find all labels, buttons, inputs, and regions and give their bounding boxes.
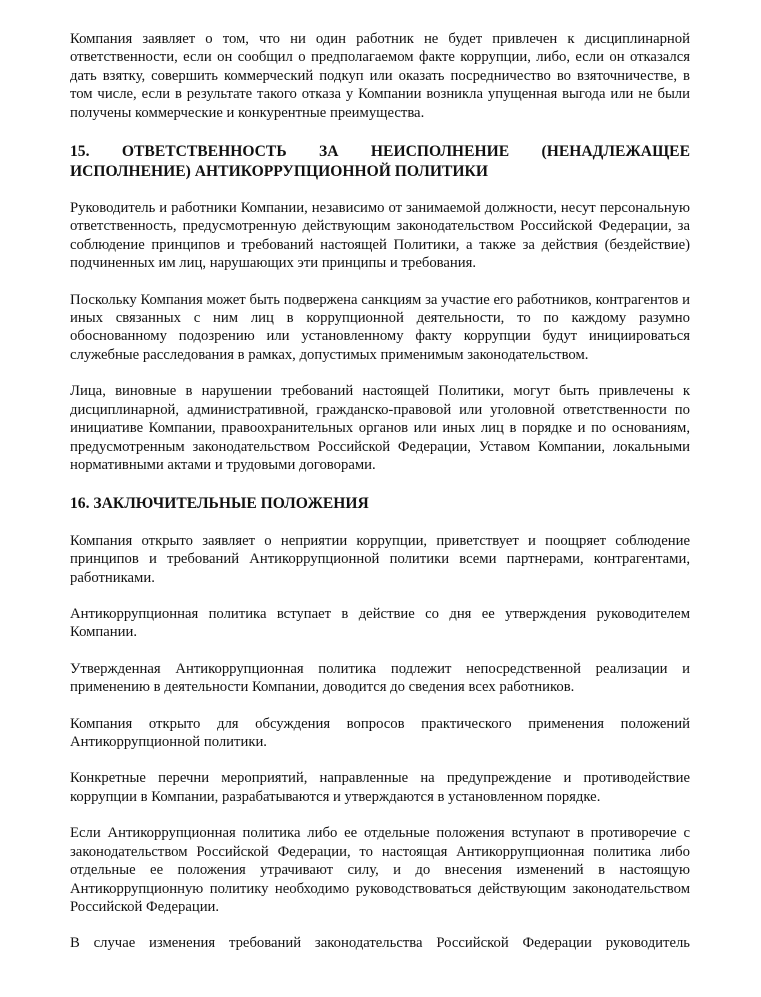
paragraph-truncated: В случае изменения требований законодательства Российской Федерации руководитель — [70, 935, 690, 952]
paragraph: Компания заявляет о том, что ни один работник не будет привлечен к дисциплинарной ответственности, если он сообщил о предполагаемом факте коррупции, либо, если он отказался дать взятку, совершить коммерческий подкуп или оказать посредничество во взяточничестве, в том числе, если в результате такого отказа у Компании возникла упущенная выгода или не были получены коммерческие и конкурентные преимущества. — [70, 31, 690, 121]
paragraph: Руководитель и работники Компании, независимо от занимаемой должности, несут персональную ответственность, предусмотренную действующим законодательством Российской Федерации, за соблюдение принципов и требований настоящей Политики, а также за действия (бездействие) подчиненных им лиц, нарушающих эти принципы и требования. — [70, 200, 690, 272]
paragraph: Компания открыто заявляет о неприятии коррупции, приветствует и поощряет соблюдение принципов и требований Антикоррупционной политики всеми партнерами, контрагентами, работниками. — [70, 532, 690, 586]
section-heading-16: 16. ЗАКЛЮЧИТЕЛЬНЫЕ ПОЛОЖЕНИЯ — [70, 495, 369, 513]
paragraph: Антикоррупционная политика вступает в действие со дня ее утверждения руководителем Компании. — [70, 606, 690, 641]
paragraph: Компания открыто для обсуждения вопросов практического применения положений Антикоррупционной политики. — [70, 715, 690, 751]
section-heading-15: 15. ОТВЕТСТВЕННОСТЬ ЗА НЕИСПОЛНЕНИЕ (НЕНАДЛЕЖАЩЕЕ ИСПОЛНЕНИЕ) АНТИКОРРУПЦИОННОЙ ПОЛИТИКИ — [70, 143, 690, 180]
paragraph: Утвержденная Антикоррупционная политика подлежит непосредственной реализации и применению в деятельности Компании, доводится до сведения всех работников. — [70, 660, 690, 696]
paragraph: Конкретные перечни мероприятий, направленные на предупреждение и противодействие коррупции в Компании, разрабатываются и утверждаются в установленном порядке. — [70, 770, 690, 805]
paragraph: Поскольку Компания может быть подвержена санкциям за участие его работников, контрагентов и иных связанных с ним лиц в коррупционной деятельности, то по каждому разумно обоснованному подозрению или установленному факту коррупции будут инициироваться служебные расследования в рамках, допустимых применимым законодательством. — [70, 291, 690, 363]
paragraph: Если Антикоррупционная политика либо ее отдельные положения вступают в противоречие с законодательством Российской Федерации, то настоящая Антикоррупционная политика либо отдельные ее положения утрачивают силу, и до внесения изменений в настоящую Антикоррупционную политику необходимо руководствоваться действующим законодательством Российской Федерации. — [70, 825, 690, 915]
paragraph: Лица, виновные в нарушении требований настоящей Политики, могут быть привлечены к дисциплинарной, административной, гражданско-правовой или уголовной ответственности по инициативе Компании, правоохранительных органов или иных лиц в порядке и по основаниям, предусмотренным законодательством Российской Федерации, Уставом Компании, локальными нормативными актами и трудовыми договорами. — [70, 383, 690, 473]
